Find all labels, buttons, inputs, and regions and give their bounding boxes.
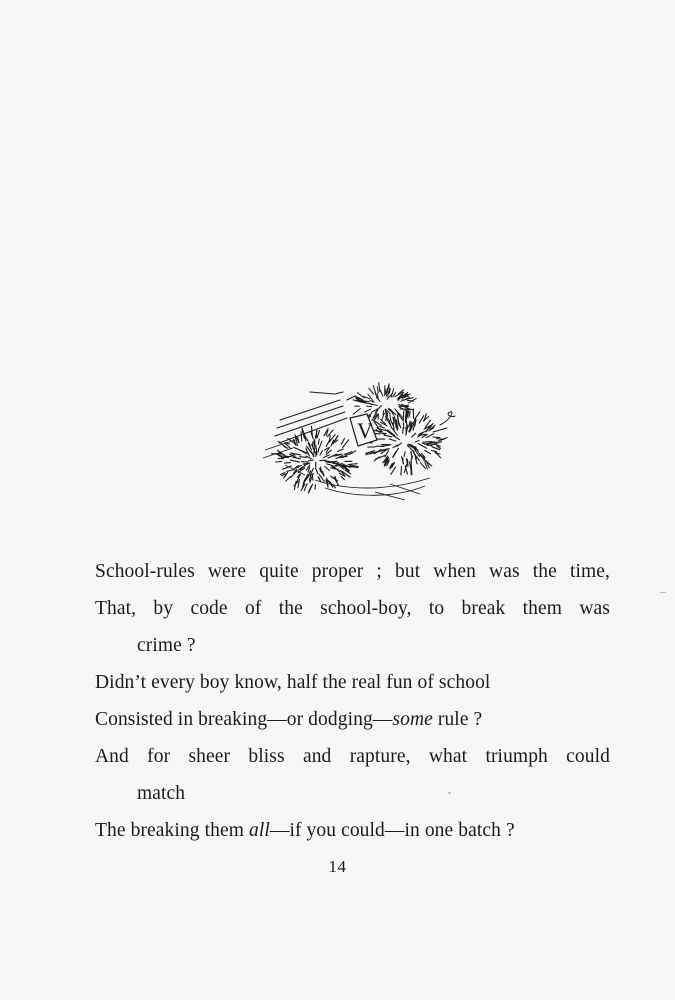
- poem-line-2-continued: crime ?: [137, 635, 196, 656]
- poem-line-4-start: Consisted in breaking—or dodging—: [95, 709, 393, 730]
- poem-line-4: [95, 701, 610, 738]
- page-number: 14: [328, 857, 347, 876]
- poem-line-4-end: rule ?: [432, 709, 483, 730]
- emphasis-some: some: [392, 709, 433, 730]
- chestnut-burrs-vignette-icon: [255, 380, 465, 505]
- poem-line-6: [95, 812, 610, 849]
- initial-letter: V: [357, 418, 373, 443]
- paper-speck: [448, 792, 451, 794]
- poem-line-1: School-rules were quite proper ; but when was the time,: [95, 561, 610, 582]
- poem-line-6-start: The breaking them: [95, 820, 249, 841]
- poem-line-5-continued: match: [137, 783, 186, 804]
- poem-line-5: And for sheer bliss and rapture, what triumph could: [95, 746, 610, 767]
- poem-line-6-end: —if you could—in one batch ?: [269, 820, 515, 841]
- poem-stanza: [95, 553, 610, 849]
- emphasis-all: all: [248, 820, 270, 841]
- paper-speck: [660, 592, 666, 593]
- poem-line-3: Didn’t every boy know, half the real fun of school: [95, 672, 491, 693]
- poem-line-2: That, by code of the school-boy, to break them was: [95, 598, 610, 619]
